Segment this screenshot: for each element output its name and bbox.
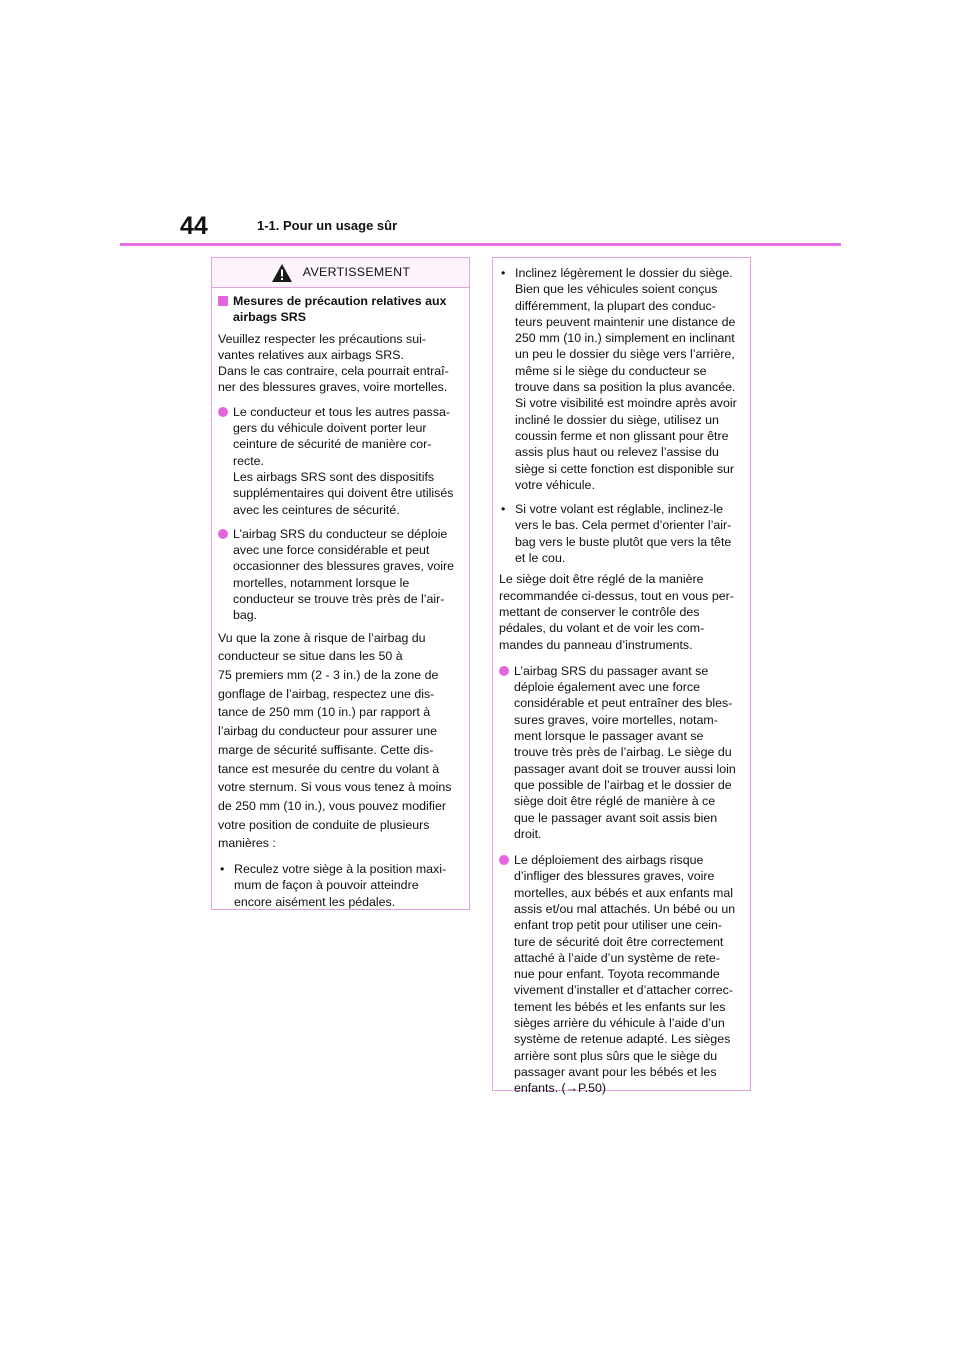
- warning-triangle-icon: [271, 263, 293, 283]
- sub-bullet-item: [499, 265, 738, 493]
- warning-header: [212, 258, 469, 288]
- warning-box-right: [492, 257, 751, 1096]
- section-heading: Mesures de précaution relatives aux airbags SRS: [233, 294, 447, 325]
- circle-bullet-icon: [218, 407, 228, 417]
- sub-bullet-marker: •: [501, 266, 506, 280]
- bullet-text: Le déploiement des airbags risque d’infliger des blessures graves, voire mortelles, aux bébés et aux enfants mal assis et/ou mal attachés. Un bébé ou un enfant trop petit pour utiliser une cein- ture de sécurité doit être correctement attaché à l’aide d’un système de rete- nue pour enfant. Toyota recommande vivement d’installer et d’attacher correc- tement les bébés et les enfants sur les sièges arrière du véhicule à l’aide d’un système de retenue adapté. Les sièges arrière sont plus sûrs que le siège du passager avant pour les bébés et les enfants. (→P.50): [514, 853, 736, 1096]
- sub-bullet-text: Inclinez légèrement le dossier du siège. Bien que les véhicules soient conçus différemment, la plupart des conduc- teurs peuvent maintenir une distance de 250 mm (10 in.) simplement en inclinant un peu le dossier du siège vers l’arrière, même si le siège du conducteur se trouve dans sa position la plus avancée. Si votre visibilité est moindre après avoir incliné le dossier du siège, utilisez un coussin ferme et non glissant pour être assis plus haut ou relevez l’assise du siège si cette fonction est disponible sur votre véhicule.: [515, 266, 737, 492]
- warning-body-right: [493, 258, 750, 1097]
- warning-body-left: [212, 288, 469, 910]
- bullet-text: Le conducteur et tous les autres passa- gers du véhicule doivent porter leur ceinture de sécurité de manière cor- recte. Les airbags SRS sont des dispositifs supplémentaires qui doivent être utilisés avec les ceintures de sécurité.: [233, 404, 454, 517]
- bullet-item: [218, 526, 457, 624]
- square-bullet-icon: [218, 296, 228, 306]
- sub-bullet-marker: •: [220, 862, 225, 877]
- intro-paragraph: Veuillez respecter les précautions sui- vantes relatives aux airbags SRS. Dans le cas contraire, cela pourrait entraî- ner des blessures graves, voire mortelles.: [218, 331, 449, 395]
- circle-bullet-icon: [499, 666, 509, 676]
- sub-bullet-marker: •: [501, 502, 506, 517]
- page-number: 44: [180, 212, 208, 240]
- warning-box-left: [211, 257, 470, 910]
- bullet-item: [499, 663, 738, 842]
- section-heading-row: [218, 293, 457, 326]
- bullet-text: L’airbag SRS du passager avant se déploie également avec une force considérable et peut entraîner des bles- sures graves, voire mortelles, notam- ment lorsque le passager avant se trouve très près de l’airbag. Le siège du passager avant doit se trouver aussi loin que possible de l’airbag et le dossier de siège doit être réglé de manière à ce que le passager avant soit assis bien droit.: [514, 663, 736, 841]
- seat-paragraph: Le siège doit être réglé de la manière recommandée ci-dessus, tout en vous per- mettant de conserver le contrôle des pédales, du volant et de voir les com- mandes du panneau d’instruments.: [499, 572, 734, 652]
- sub-bullet-text: Si votre volant est réglable, inclinez-le vers le bas. Cela permet d’orienter l’air- bag vers le buste plutôt que vers la tête et le cou.: [515, 502, 732, 566]
- sub-bullet-text: Reculez votre siège à la position maxi- mum de façon à pouvoir atteindre encore aisément les pédales.: [234, 862, 447, 909]
- section-title: 1-1. Pour un usage sûr: [257, 218, 398, 233]
- bullet-item: [218, 404, 457, 518]
- circle-bullet-icon: [499, 855, 509, 865]
- header-rule: [120, 243, 841, 246]
- sub-bullet-item: [218, 861, 457, 910]
- circle-bullet-icon: [218, 529, 228, 539]
- distance-paragraph: Vu que la zone à risque de l’airbag du conducteur se situe dans les 50 à 75 premiers mm (2 - 3 in.) de la zone de gonflage de l’airbag, respectez une dis- tance de 250 mm (10 in.) par rapport à l’airbag du conducteur pour assurer une marge de sécurité suffisante. Cette dis- tance est mesurée du centre du volant à votre sternum. Si vous vous tenez à moins de 250 mm (10 in.), vous pouvez modifier votre position de conduite de plusieurs manières :: [218, 630, 452, 851]
- bullet-text: L’airbag SRS du conducteur se déploie avec une force considérable et peut occasionner des blessures graves, voire mortelles, notamment lorsque le conducteur se trouve très près de l’air- bag.: [233, 526, 455, 623]
- bullet-item: [499, 852, 738, 1096]
- warning-title: AVERTISSEMENT: [302, 265, 411, 280]
- sub-bullet-item: [499, 501, 738, 566]
